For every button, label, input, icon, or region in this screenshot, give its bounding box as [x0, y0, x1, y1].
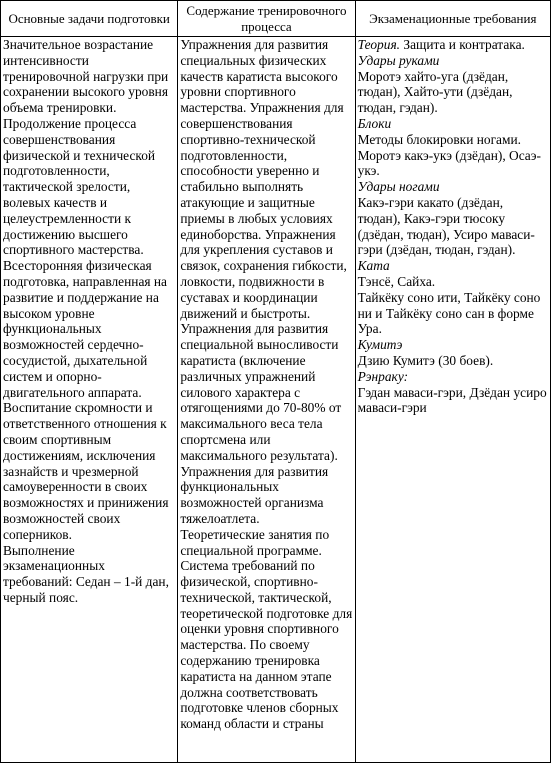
- exam-cell: [355, 37, 550, 763]
- exam-line: [358, 385, 548, 417]
- exam-line: [358, 179, 548, 195]
- exam-line: [358, 37, 548, 53]
- exam-line: [358, 274, 548, 290]
- tasks-cell: [1, 37, 178, 763]
- header-tasks: Основные задачи подготовки: [1, 1, 178, 37]
- tasks-paragraph: Воспитание скромности и ответственного отношения к своим спортивным достижениям, исключения зазнайств и чрезмерной самоуверенности в своих возможностях и принижения возможностей своих соперников.: [3, 400, 169, 542]
- content-sentence: Упражнения для развития специальных физических качеств каратиста высокого уровни спортивного мастерства.: [180, 37, 338, 116]
- exam-line: [358, 132, 548, 179]
- exam-heading: Кумитэ: [357, 337, 403, 353]
- content-cell: [178, 37, 355, 763]
- exam-heading: Ката: [357, 258, 390, 274]
- exam-line: [358, 353, 548, 369]
- exam-text: Моротэ хайто-уга (дзёдан, тюдан), Хайто-ути (дзёдан, тюдан, гэдан).: [357, 68, 513, 116]
- content-paragraph: Теоретические занятия по специальной программе.: [180, 526, 330, 558]
- exam-heading: Рэнраку:: [357, 368, 409, 384]
- header-row: [1, 1, 551, 37]
- exam-heading: Теория.: [357, 37, 401, 52]
- exam-line: [358, 337, 548, 353]
- exam-line: [358, 258, 548, 274]
- content-sentence: По своему содержанию тренировка каратиста на данном этапе должна соответствовать подготовке членов сборных команд области и страны: [180, 637, 339, 732]
- exam-text: Какэ-гэри какато (дзёдан, тюдан), Какэ-гэри тюсоку (дзёдан, тюдан), Усиро маваси-гэри (дзёдан, тюдан, гэдан).: [357, 194, 535, 258]
- tasks-paragraph: Всесторонняя физическая подготовка, направленная на развитие и поддержание на высоком уровне функциональных возможностей сердечно-сосудистой, дыхательной систем и опорно-двигательного аппарата.: [3, 258, 168, 400]
- body-row: [1, 37, 551, 763]
- exam-heading: Удары руками: [357, 52, 440, 68]
- tasks-paragraph: Продолжение процесса совершенствования физической и технической подготовленности, тактической зрелости, волевых качеств и целеустремленности к достижению высшего спортивного мастерства.: [3, 115, 156, 258]
- exam-text: Тэнсё, Сайха.: [357, 273, 436, 289]
- exam-text: Гэдан маваси-гэри, Дзёдан усиро маваси-гэри: [357, 384, 547, 416]
- exam-heading: Блоки: [357, 115, 392, 131]
- header-exam: Экзаменационные требования: [355, 1, 550, 37]
- exam-line: [358, 290, 548, 337]
- exam-heading: Удары ногами: [357, 179, 440, 195]
- content-paragraph: [180, 37, 352, 464]
- exam-text: Тайкёку соно ити, Тайкёку соно ни и Тайкёку соно сан в форме Ура.: [357, 289, 541, 337]
- exam-line: [358, 195, 548, 258]
- header-content: Содержание тренировочного процесса: [178, 1, 355, 37]
- exam-line: [358, 53, 548, 69]
- exam-text: Методы блокировки ногами. Моротэ какэ-укэ (дзёдан), Осаэ-укэ.: [357, 131, 541, 179]
- content-sentence: Упражнения для укрепления суставов и связок, сохранения гибкости, ловкости, подвижности в суставах и координации движений и быстроты.: [180, 226, 347, 321]
- exam-text: Дзию Кумитэ (30 боев).: [357, 352, 494, 368]
- content-sentence: Система требований по физической, спортивно-технической, тактической, теоретической подготовке для оценки уровня спортивного мастерства.: [180, 558, 353, 653]
- exam-text: Защита и контратака.: [400, 37, 525, 52]
- content-paragraph: [180, 558, 352, 732]
- content-sentence: Упражнения для развития специальной выносливости каратиста (включение различных упражнений силового характера с отягощениями до 70-80% от максимального веса тела спортсмена или максимального результата).: [180, 321, 342, 463]
- content-paragraph: Упражнения для развития функциональных возможностей организма тяжелоатлета.: [180, 463, 329, 526]
- exam-line: [358, 116, 548, 132]
- content-sentence: Упражнения для совершенствования спортивно-технической подготовленности, способности уверенно и стабильно выполнять атакующие и защитные приемы в любых условиях единоборства.: [180, 100, 344, 242]
- exam-line: [358, 369, 548, 385]
- tasks-paragraph: Выполнение экзаменационных требований: Седан – 1-й дан, черный пояс.: [3, 542, 169, 605]
- exam-line: [358, 69, 548, 116]
- tasks-paragraph: Значительное возрастание интенсивности тренировочной нагрузки при сохранении высокого уровня объема тренировки.: [3, 37, 169, 116]
